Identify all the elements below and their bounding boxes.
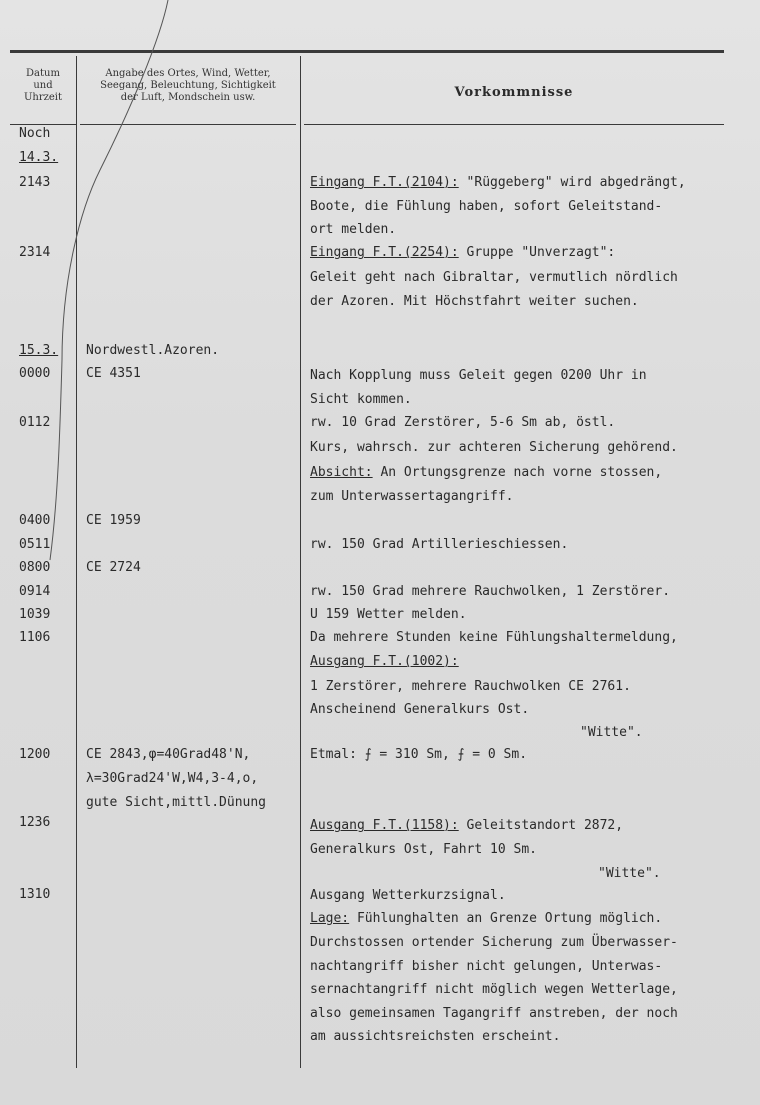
header-place-line2: Seegang, Beleuchtung, Sichtigkeit [100, 80, 276, 91]
event-1310-line3: Durchstossen ortender Sicherung zum Überwasser- [310, 935, 678, 950]
signature-witte-1: "Witte". [580, 725, 643, 740]
event-2143-text: "Rüggeberg" wird abgedrängt, [458, 175, 686, 190]
event-0000-line2: Sicht kommen. [310, 392, 412, 407]
event-1310-line4: nachtangriff bisher nicht gelungen, Unterwas- [310, 959, 663, 974]
noch-label: Noch [19, 126, 51, 141]
time-0511: 0511 [19, 537, 51, 552]
event-2314-text: Gruppe "Unverzagt": [458, 245, 616, 260]
place-1200-line1: CE 2843,φ=40Grad48'N, [86, 747, 251, 762]
event-1236-line2: Generalkurs Ost, Fahrt 10 Sm. [310, 842, 537, 857]
event-0112-line3 [310, 465, 662, 481]
event-2314-line1 [310, 245, 615, 261]
time-1200: 1200 [19, 747, 51, 762]
signature-witte-2: "Witte". [598, 866, 661, 881]
event-1236-text: Geleitstandort 2872, [458, 818, 624, 833]
event-0112-line2: Kurs, wahrsch. zur achteren Sicherung gehörend. [310, 440, 678, 455]
time-0800: 0800 [19, 560, 51, 575]
place-nordwestl-azoren: Nordwestl.Azoren. [86, 343, 220, 358]
event-1106-line1: Da mehrere Stunden keine Fühlungshaltermeldung, [310, 630, 678, 645]
event-0112-heading: Absicht: [310, 465, 373, 480]
date-14-3: 14.3. [19, 150, 59, 165]
place-0000: CE 4351 [86, 366, 141, 381]
header-date-line2: und [33, 80, 53, 91]
time-0000: 0000 [19, 366, 51, 381]
event-1106-line4: Anscheinend Generalkurs Ost. [310, 702, 530, 717]
header-place-line1: Angabe des Ortes, Wind, Wetter, [105, 68, 271, 79]
event-1106-heading: Ausgang F.T.(1002): [310, 654, 459, 669]
time-0400: 0400 [19, 513, 51, 528]
place-1200-line3: gute Sicht,mittl.Dünung [86, 795, 267, 810]
header-events: Vorkommnisse [454, 85, 574, 100]
event-1310-line6: also gemeinsamen Tagangriff anstreben, der noch [310, 1006, 678, 1021]
event-2314-line3: der Azoren. Mit Höchstfahrt weiter suchen. [310, 294, 639, 309]
event-2314-heading: Eingang F.T.(2254): [310, 245, 459, 260]
time-1310: 1310 [19, 887, 51, 902]
event-1106-line3: 1 Zerstörer, mehrere Rauchwolken CE 2761. [310, 679, 631, 694]
time-2143: 2143 [19, 175, 51, 190]
event-1310-line2 [310, 911, 662, 927]
time-0914: 0914 [19, 584, 51, 599]
event-0112-line4: zum Unterwassertagangriff. [310, 489, 514, 504]
event-2143-heading: Eingang F.T.(2104): [310, 175, 459, 190]
event-2143-line2: Boote, die Fühlung haben, sofort Geleitstand- [310, 199, 663, 214]
header-date-line3: Uhrzeit [23, 92, 63, 103]
header-date-line1: Datum [26, 68, 60, 79]
event-1310-text: Fühlunghalten an Grenze Ortung möglich. [349, 911, 663, 926]
place-1200-line2: λ=30Grad24'W,W4,3-4,o, [86, 771, 259, 786]
event-1236-line1 [310, 818, 623, 834]
place-0400: CE 1959 [86, 513, 141, 528]
header-date [12, 68, 74, 104]
time-2314: 2314 [19, 245, 51, 260]
event-0112-line1: rw. 10 Grad Zerstörer, 5-6 Sm ab, östl. [310, 415, 616, 430]
header-place [80, 68, 296, 104]
time-1039: 1039 [19, 607, 51, 622]
event-1039: U 159 Wetter melden. [310, 607, 467, 622]
event-1310-line1: Ausgang Wetterkurzsignal. [310, 888, 506, 903]
place-0800: CE 2724 [86, 560, 141, 575]
event-0914: rw. 150 Grad mehrere Rauchwolken, 1 Zerstörer. [310, 584, 671, 599]
date-15-3: 15.3. [19, 343, 59, 358]
time-1236: 1236 [19, 815, 51, 830]
event-1310-line5: sernachtangriff nicht möglich wegen Wetterlage, [310, 982, 678, 997]
event-0112-text: An Ortungsgrenze nach vorne stossen, [372, 465, 663, 480]
event-1310-heading: Lage: [310, 911, 350, 926]
header-place-line3: der Luft, Mondschein usw. [120, 92, 256, 103]
event-2314-line2: Geleit geht nach Gibraltar, vermutlich nördlich [310, 270, 678, 285]
event-0511: rw. 150 Grad Artillerieschiessen. [310, 537, 569, 552]
event-0000-line1: Nach Kopplung muss Geleit gegen 0200 Uhr in [310, 368, 647, 383]
event-1200: Etmal: ⨍ = 310 Sm, ⨍ = 0 Sm. [310, 747, 528, 762]
event-2143-line1 [310, 175, 686, 191]
event-1236-heading: Ausgang F.T.(1158): [310, 818, 459, 833]
time-0112: 0112 [19, 415, 51, 430]
time-1106: 1106 [19, 630, 51, 645]
event-1310-line7: am aussichtsreichsten erscheint. [310, 1029, 561, 1044]
event-2143-line3: ort melden. [310, 222, 397, 237]
